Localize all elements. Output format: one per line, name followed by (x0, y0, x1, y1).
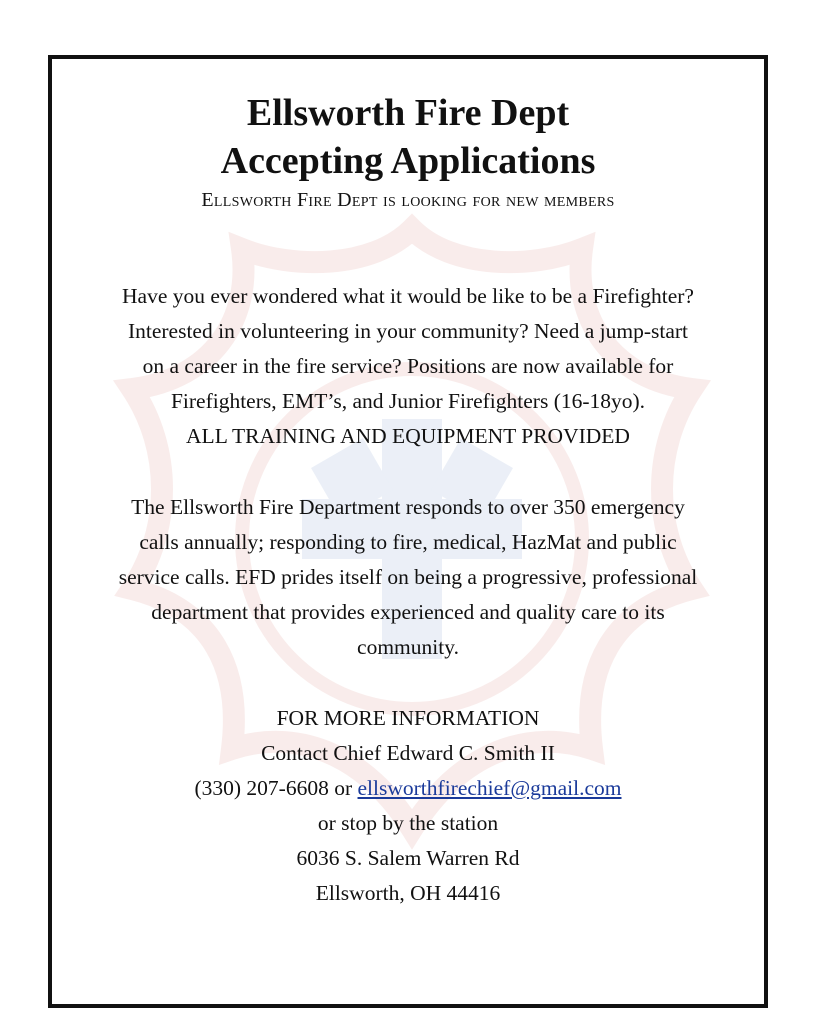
flyer-title (52, 89, 764, 185)
title-line-1: Ellsworth Fire Dept (246, 92, 570, 134)
flyer-subtitle: Ellsworth Fire Dept is looking for new members (201, 189, 615, 211)
about-line: The Ellsworth Fire Department responds to over 350 emergency (131, 495, 685, 519)
intro-paragraph (52, 279, 764, 454)
training-provided-line: ALL TRAINING AND EQUIPMENT PROVIDED (186, 424, 630, 448)
or-text: or (328, 776, 358, 800)
contact-heading: FOR MORE INFORMATION (276, 706, 540, 730)
about-line: community. (357, 635, 459, 659)
intro-line: Interested in volunteering in your community? Need a jump-start (127, 319, 689, 343)
title-line-2: Accepting Applications (220, 140, 596, 182)
address-city: Ellsworth, OH 44416 (315, 881, 501, 905)
address-street: 6036 S. Salem Warren Rd (296, 846, 520, 870)
contact-info (52, 701, 764, 911)
flyer-content (52, 59, 764, 911)
about-line: department that provides experienced and quality care to its (151, 600, 665, 624)
email-link[interactable]: ellsworthfirechief@gmail.com (357, 776, 622, 800)
stop-by-line: or stop by the station (317, 811, 499, 835)
contact-phone-email-line (52, 771, 764, 806)
intro-line: on a career in the fire service? Positions are now available for (142, 354, 674, 378)
about-line: calls annually; responding to fire, medical, HazMat and public (139, 530, 677, 554)
contact-person: Contact Chief Edward C. Smith II (261, 741, 555, 765)
phone-number: (330) 207-6608 (194, 776, 329, 800)
about-line: service calls. EFD prides itself on being a progressive, professional (118, 565, 698, 589)
intro-line: Firefighters, EMT’s, and Junior Firefighters (16-18yo). (170, 389, 646, 413)
about-paragraph (52, 490, 764, 665)
intro-line: Have you ever wondered what it would be like to be a Firefighter? (122, 284, 694, 308)
flyer-border (48, 55, 768, 1008)
